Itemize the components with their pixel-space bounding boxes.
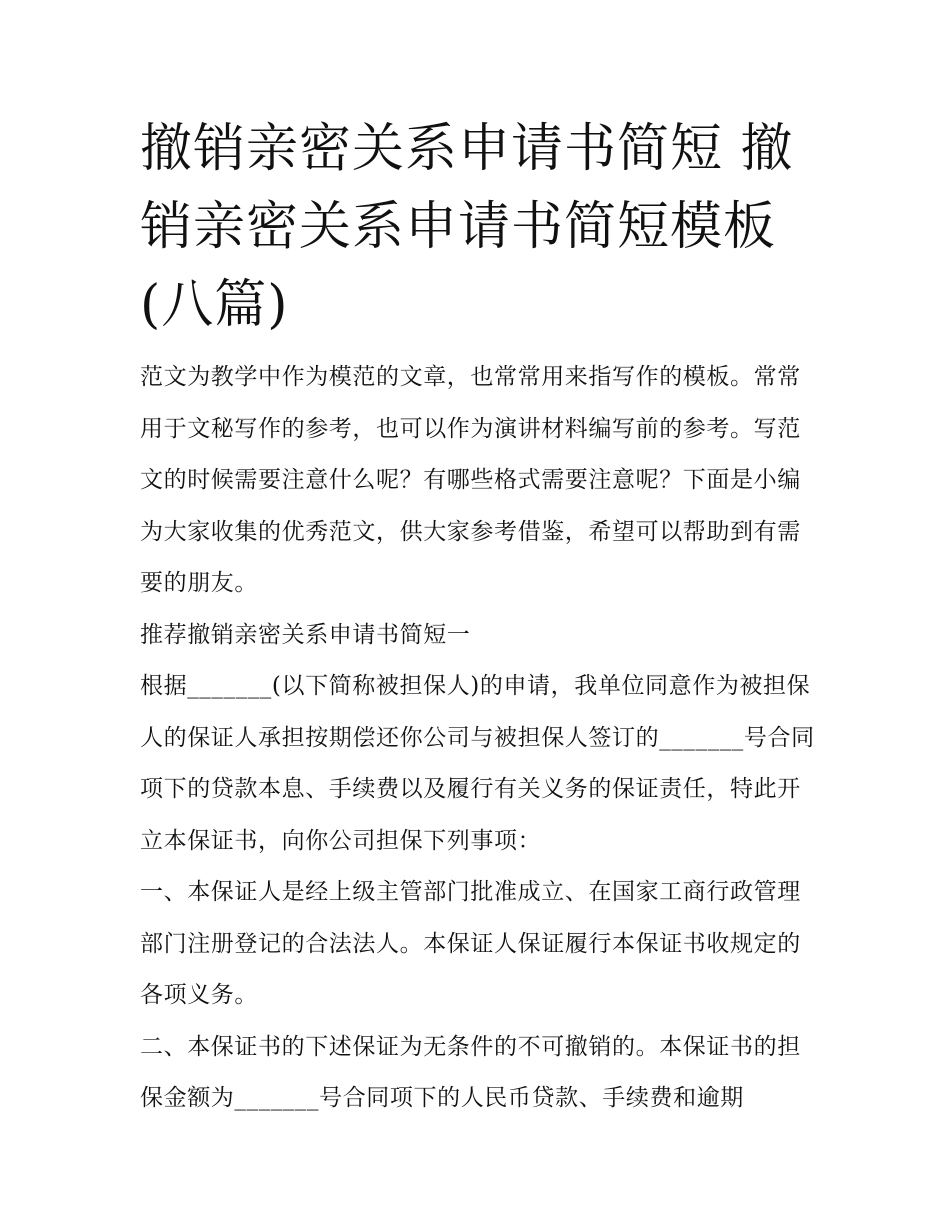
document-body — [140, 352, 820, 1125]
intro-paragraph: 范文为教学中作为模范的文章，也常常用来指写作的模板。常常用于文秘写作的参考，也可以作为演讲材料编写前的参考。写范文的时候需要注意什么呢？有哪些格式需要注意呢？下面是小编为大家收集的优秀范文，供大家参考借鉴，希望可以帮助到有需要的朋友。 — [140, 364, 801, 596]
clause-two-paragraph: 二、本保证书的下述保证为无条件的不可撤销的。本保证书的担保金额为_______号合同项下的人民币贷款、手续费和逾期 — [140, 1033, 801, 1111]
document-title: 撤销亲密关系申请书简短 撤销亲密关系申请书简短模板(八篇) — [140, 119, 794, 335]
clause-one-paragraph: 一、本保证人是经上级主管部门批准成立、在国家工商行政管理部门注册登记的合法法人。本保证人保证履行本保证书收规定的各项义务。 — [140, 879, 801, 1008]
section-heading: 推荐撤销亲密关系申请书简短一 — [140, 621, 471, 648]
guarantee-paragraph: 根据_______(以下简称被担保人)的申请，我单位同意作为被担保人的保证人承担按期偿还你公司与被担保人签订的_______号合同项下的贷款本息、手续费以及履行有关义务的保证责任，特此开立本保证书，向你公司担保下列事项： — [140, 673, 815, 854]
